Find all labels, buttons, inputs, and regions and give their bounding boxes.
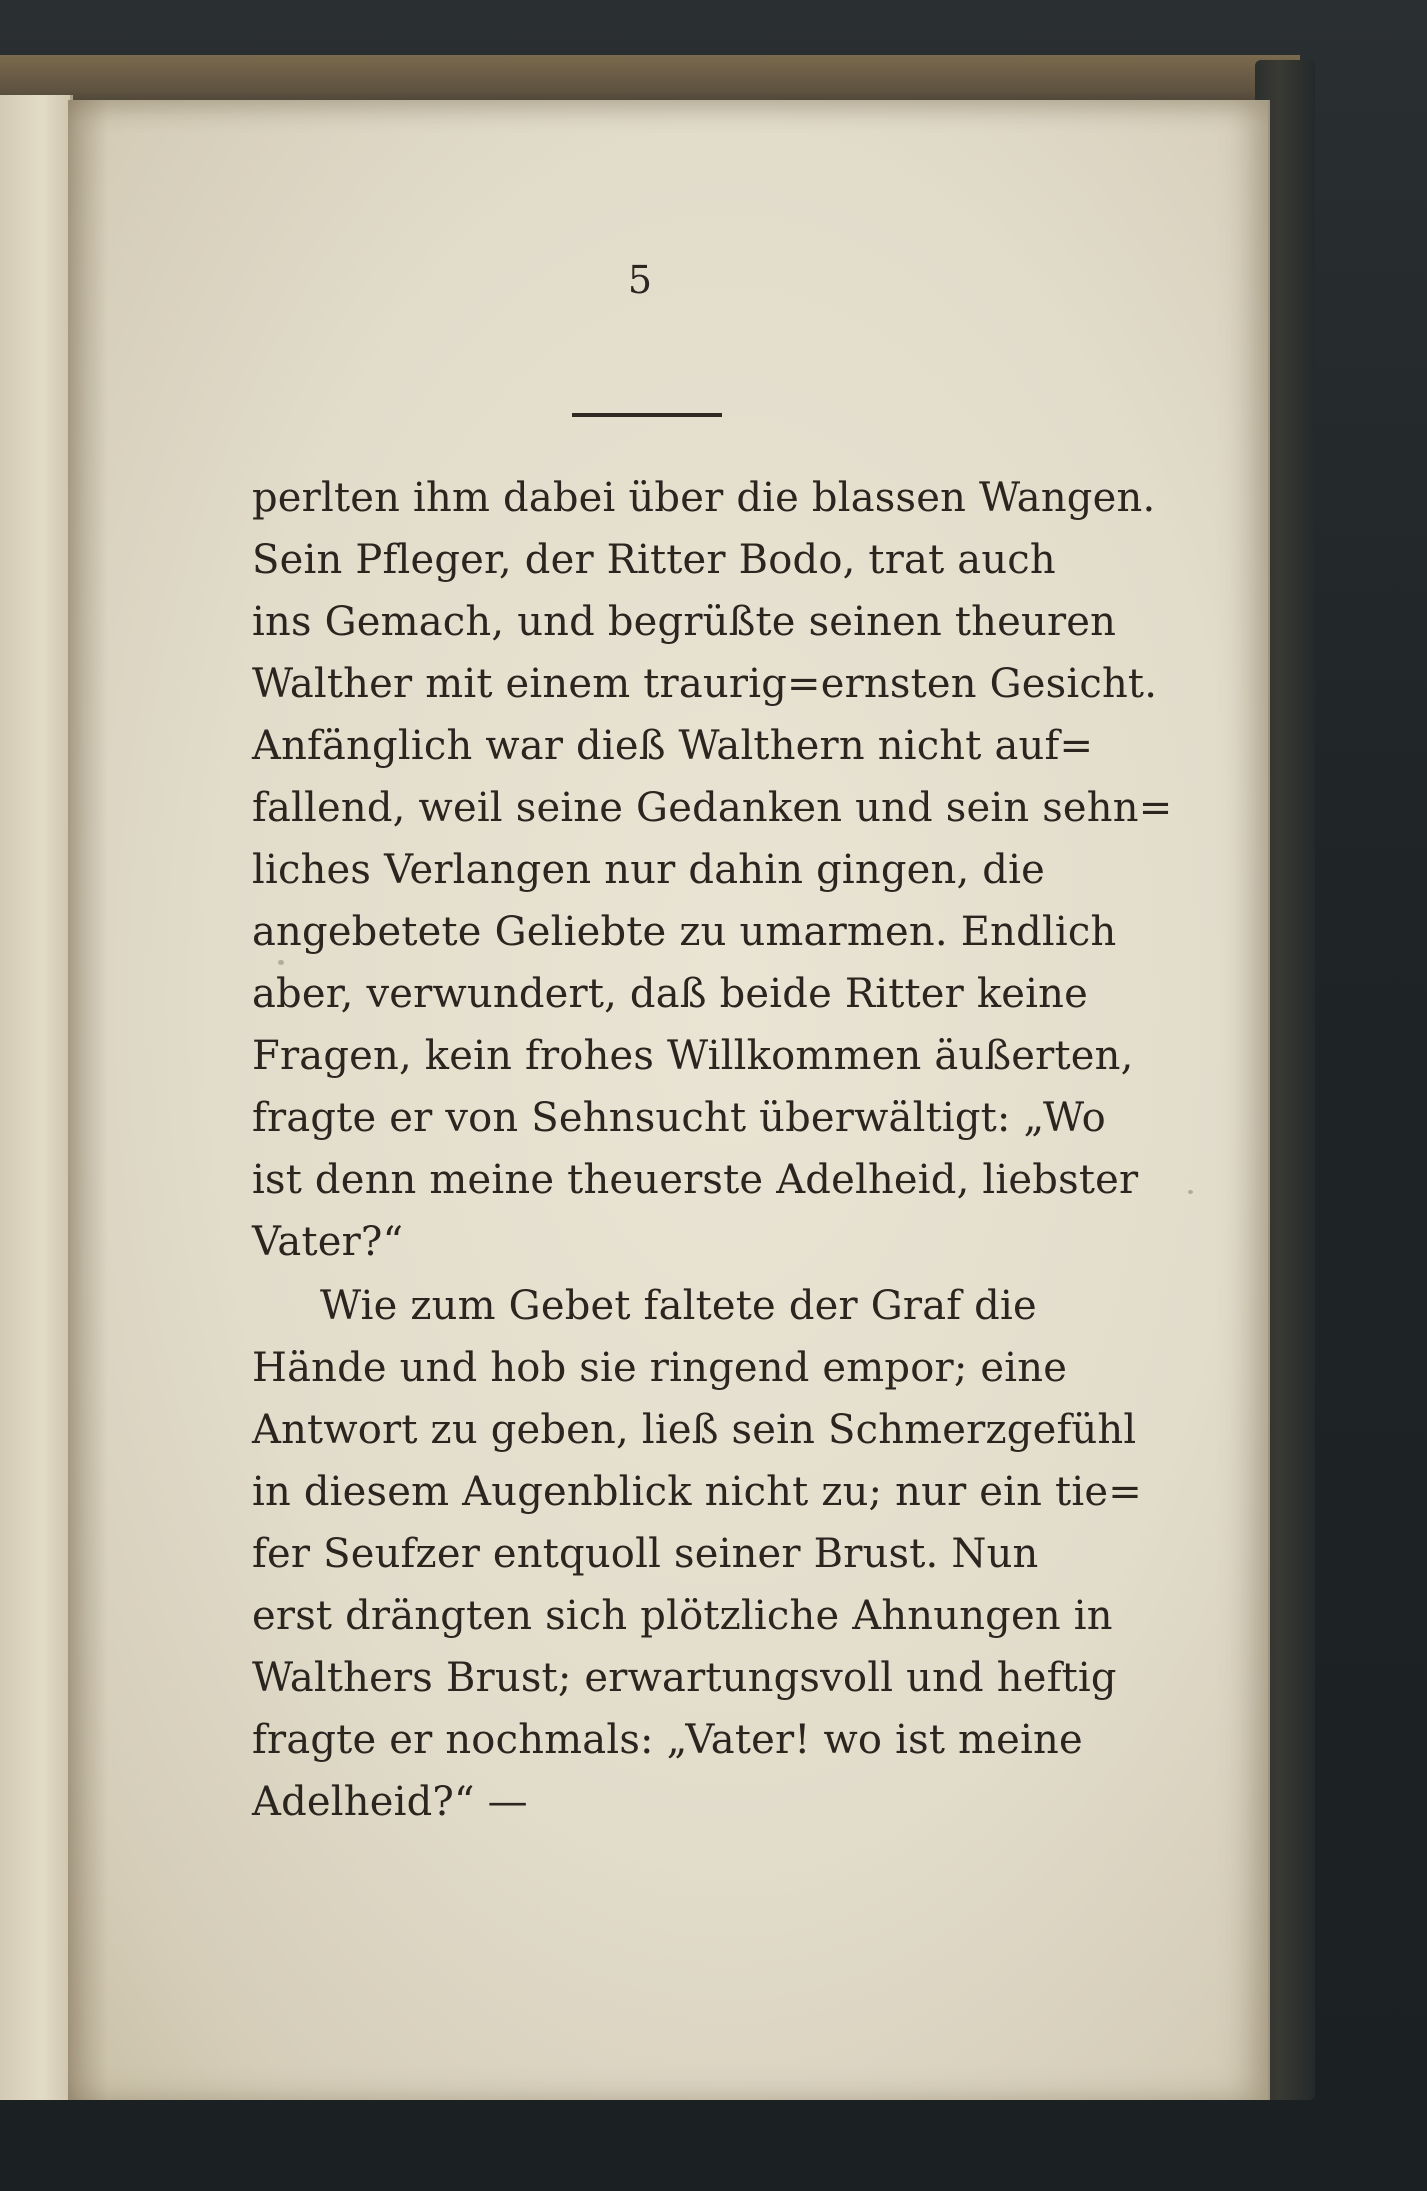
text-line: fragte er von Sehnsucht überwältigt: „Wo bbox=[252, 1095, 1106, 1141]
text-line: Walthers Brust; erwartungsvoll und heftig bbox=[252, 1655, 1117, 1701]
text-line: Sein Pfleger, der Ritter Bodo, trat auch bbox=[252, 537, 1056, 583]
page-number: 5 bbox=[627, 258, 653, 302]
text-line: Adelheid?“ — bbox=[252, 1779, 528, 1825]
text-line: fragte er nochmals: „Vater! wo ist meine bbox=[252, 1717, 1083, 1763]
text-line: fer Seufzer entquoll seiner Brust. Nun bbox=[252, 1531, 1039, 1577]
text-line: ist denn meine theuerste Adelheid, liebster bbox=[252, 1157, 1139, 1203]
text-line: fallend, weil seine Gedanken und sein sehn= bbox=[252, 785, 1173, 831]
page-number-rule bbox=[572, 413, 722, 417]
text-line: Walther mit einem traurig=ernsten Gesicht. bbox=[252, 661, 1158, 707]
text-line: liches Verlangen nur dahin gingen, die bbox=[252, 847, 1045, 893]
facing-page-edge bbox=[0, 95, 73, 2100]
paper-fleck bbox=[278, 960, 284, 965]
text-line: perlten ihm dabei über die blassen Wangen. bbox=[252, 475, 1156, 521]
paper-fleck bbox=[1188, 1190, 1193, 1194]
text-line: Fragen, kein frohes Willkommen äußerten, bbox=[252, 1033, 1134, 1079]
text-line: ins Gemach, und begrüßte seinen theuren bbox=[252, 599, 1117, 645]
text-line: in diesem Augenblick nicht zu; nur ein tie= bbox=[252, 1469, 1142, 1515]
text-line: aber, verwundert, daß beide Ritter keine bbox=[252, 971, 1088, 1017]
text-line: angebetete Geliebte zu umarmen. Endlich bbox=[252, 909, 1117, 955]
text-line: Vater?“ bbox=[252, 1219, 404, 1265]
gutter-shadow bbox=[68, 100, 108, 2100]
text-line: erst drängten sich plötzliche Ahnungen in bbox=[252, 1593, 1113, 1639]
text-line: Wie zum Gebet faltete der Graf die bbox=[320, 1283, 1037, 1329]
text-line: Antwort zu geben, ließ sein Schmerzgefühl bbox=[252, 1407, 1137, 1453]
text-line: Hände und hob sie ringend empor; eine bbox=[252, 1345, 1068, 1391]
text-line: Anfänglich war dieß Walthern nicht auf= bbox=[252, 723, 1094, 769]
